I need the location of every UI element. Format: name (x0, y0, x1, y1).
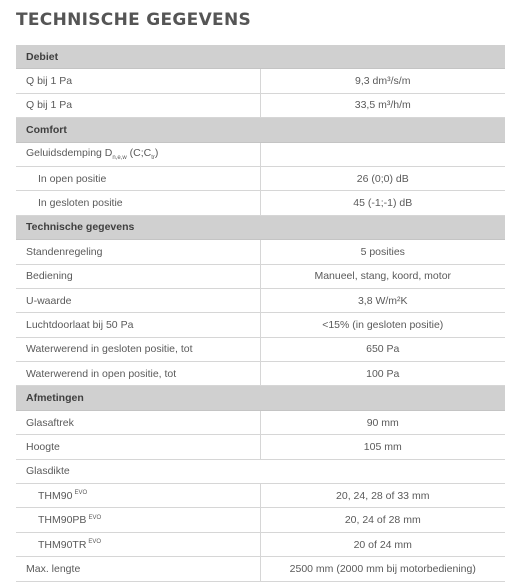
spec-label-text: THM90PB (38, 514, 87, 527)
spec-row (16, 459, 505, 483)
spec-label-text: U-waarde (26, 294, 72, 307)
section-title: Technische gegevens (16, 215, 505, 239)
spec-label-subscript: tr (151, 155, 155, 162)
spec-label-text: Bediening (26, 270, 73, 283)
spec-label (16, 142, 260, 166)
spec-row (16, 313, 505, 337)
spec-label-text: In gesloten positie (38, 197, 123, 210)
spec-label-superscript: EVO (88, 514, 102, 521)
spec-label-superscript: EVO (74, 490, 88, 497)
spec-value: 33,5 m³/h/m (260, 93, 505, 117)
spec-label (16, 166, 260, 190)
spec-value: 20 of 24 mm (260, 532, 505, 556)
spec-row (16, 142, 505, 166)
spec-label (16, 557, 260, 581)
spec-label-text: Glasaftrek (26, 416, 74, 429)
spec-row (16, 557, 505, 581)
spec-label-text: Waterwerend in gesloten positie, tot (26, 343, 193, 356)
spec-row (16, 362, 505, 386)
spec-row (16, 93, 505, 117)
spec-value: Manueel, stang, koord, motor (260, 264, 505, 288)
spec-row (16, 508, 505, 532)
section-title: Debiet (16, 45, 505, 69)
spec-label-text: In open positie (38, 172, 107, 185)
spec-row (16, 240, 505, 264)
spec-label-text: Q bij 1 Pa (26, 99, 73, 112)
spec-value: <15% (in gesloten positie) (260, 313, 505, 337)
section-header (16, 45, 505, 69)
spec-row (16, 69, 505, 93)
spec-label-text: THM90TR (38, 538, 87, 551)
spec-label-text: Luchtdoorlaat bij 50 Pa (26, 318, 134, 331)
spec-row (16, 264, 505, 288)
spec-row (16, 532, 505, 556)
spec-row (16, 337, 505, 361)
spec-label-text: Waterwerend in open positie, tot (26, 367, 177, 380)
spec-row (16, 410, 505, 434)
spec-value: 3,8 W/m²K (260, 288, 505, 312)
spec-label-text: Glasdikte (26, 465, 70, 478)
spec-label-text: Q bij 1 Pa (26, 75, 73, 88)
section-header (16, 215, 505, 239)
spec-value: 26 (0;0) dB (260, 166, 505, 190)
spec-value: 20, 24, 28 of 33 mm (260, 484, 505, 508)
spec-label-subscript: n,e,w (112, 155, 127, 162)
page-title: TECHNISCHE GEGEVENS (16, 10, 252, 30)
spec-table-body (16, 45, 505, 581)
spec-label (16, 240, 260, 264)
spec-value (260, 142, 505, 166)
spec-label (16, 362, 260, 386)
spec-label (16, 532, 260, 556)
spec-label (16, 191, 260, 215)
spec-value: 20, 24 of 28 mm (260, 508, 505, 532)
spec-value: 90 mm (260, 410, 505, 434)
spec-label-suffix: ) (154, 147, 159, 160)
section-header (16, 386, 505, 410)
spec-row (16, 166, 505, 190)
spec-value: 100 Pa (260, 362, 505, 386)
spec-label-text: Geluidsdemping D (26, 147, 113, 160)
section-header (16, 118, 505, 142)
spec-label (16, 93, 260, 117)
spec-label-superscript: EVO (88, 539, 102, 545)
spec-label-text: Max. lengte (26, 562, 81, 575)
section-title: Comfort (16, 118, 505, 142)
spec-value: 9,3 dm³/s/m (260, 69, 505, 93)
spec-label (16, 288, 260, 312)
spec-row (16, 288, 505, 312)
spec-label (16, 410, 260, 434)
spec-row (16, 191, 505, 215)
section-title: Afmetingen (16, 386, 505, 410)
spec-row (16, 435, 505, 459)
spec-label-text: Hoogte (26, 440, 60, 453)
spec-value (260, 459, 505, 483)
spec-table (16, 45, 505, 582)
spec-row (16, 484, 505, 508)
spec-label-suffix: (C;C (126, 147, 152, 160)
spec-value: 2500 mm (2000 mm bij motorbediening) (260, 557, 505, 581)
spec-label (16, 484, 260, 508)
spec-label (16, 508, 260, 532)
spec-value: 5 posities (260, 240, 505, 264)
spec-value: 105 mm (260, 435, 505, 459)
spec-label-text: THM90 (38, 489, 73, 502)
spec-label (16, 337, 260, 361)
spec-value: 45 (-1;-1) dB (260, 191, 505, 215)
spec-label (16, 313, 260, 337)
spec-label (16, 435, 260, 459)
spec-value: 650 Pa (260, 337, 505, 361)
spec-label (16, 264, 260, 288)
spec-label (16, 459, 260, 483)
spec-label (16, 69, 260, 93)
spec-label-text: Standenregeling (26, 245, 103, 258)
